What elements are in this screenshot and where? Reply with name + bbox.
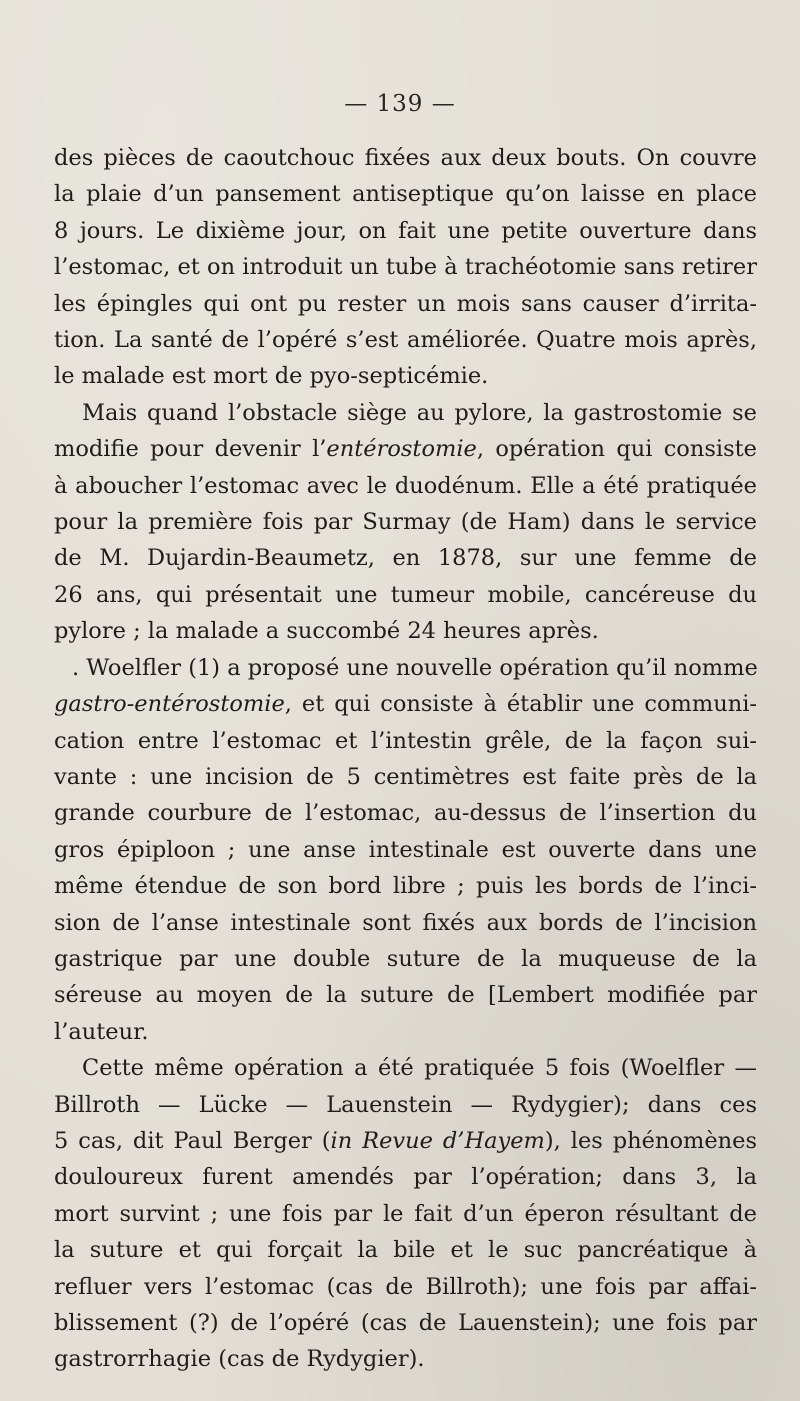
text-line: pour la première fois par Surmay (de Ham) dans le service xyxy=(54,509,757,536)
text-line: l’estomac, et on introduit un tube à trachéotomie sans retirer xyxy=(54,254,757,281)
text-line: l’auteur. xyxy=(54,1018,149,1045)
text-line: douloureux furent amendés par l’opération; dans 3, la xyxy=(54,1164,757,1191)
text-line: 26 ans, qui présentait une tumeur mobile, cancéreuse du xyxy=(54,581,757,608)
text-run: 5 cas, dit Paul Berger ( xyxy=(54,1127,331,1154)
text-line: gastrique par une double suture de la muqueuse de la xyxy=(54,945,757,972)
text-line: vante : une incision de 5 centimètres est faite près de la xyxy=(54,763,757,790)
text-line: mort survint ; une fois par le fait d’un éperon résultant de xyxy=(54,1200,757,1227)
body-text xyxy=(54,140,757,1378)
text-line: sion de l’anse intestinale sont fixés aux bords de l’incision xyxy=(54,909,757,936)
page-number: — 139 — xyxy=(344,91,456,117)
text-run: , et qui consiste à établir une communi- xyxy=(284,691,757,718)
text-line: Cette même opération a été pratiquée 5 fois (Woelfler — xyxy=(82,1055,757,1082)
text-line: à aboucher l’estomac avec le duodénum. Elle a été pratiquée xyxy=(54,472,757,499)
italic-term: in Revue d’Hayem xyxy=(330,1127,545,1154)
text-line: tion. La santé de l’opéré s’est améliorée. Quatre mois après, xyxy=(54,327,757,354)
text-line: la suture et qui forçait la bile et le suc pancréatique à xyxy=(54,1237,757,1264)
italic-term: gastro-entérostomie xyxy=(54,691,285,718)
text-line: Billroth — Lücke — Lauenstein — Rydygier); dans ces xyxy=(54,1091,757,1118)
text-line: . Woelfler (1) a proposé une nouvelle opération qu’il nomme xyxy=(72,654,758,681)
text-line: le malade est mort de pyo-septicémie. xyxy=(54,363,489,390)
text-line: de M. Dujardin-Beaumetz, en 1878, sur une femme de xyxy=(54,545,757,572)
paragraph-4 xyxy=(54,1050,757,1378)
text-line: cation entre l’estomac et l’intestin grêle, de la façon sui- xyxy=(54,727,757,754)
text-line: séreuse au moyen de la suture de [Lembert modifiée par xyxy=(54,982,757,1009)
text-line: gastrorrhagie (cas de Rydygier). xyxy=(54,1346,425,1373)
paragraph-3 xyxy=(54,650,757,1050)
text-line: pylore ; la malade a succombé 24 heures après. xyxy=(54,618,599,645)
paragraph-2 xyxy=(54,395,757,650)
text-run: , opération qui consiste xyxy=(476,436,757,463)
text-line: Mais quand l’obstacle siège au pylore, la gastrostomie se xyxy=(82,399,757,426)
text-line: la plaie d’un pansement antiseptique qu’on laisse en place xyxy=(54,181,757,208)
text-line: même étendue de son bord libre ; puis les bords de l’inci- xyxy=(54,873,757,900)
text-line: blissement (?) de l’opéré (cas de Lauenstein); une fois par xyxy=(54,1310,757,1336)
text-line: refluer vers l’estomac (cas de Billroth); une fois par affai- xyxy=(54,1273,757,1300)
text-line: 8 jours. Le dixième jour, on fait une petite ouverture dans xyxy=(54,217,757,244)
paragraph-1 xyxy=(54,140,757,395)
text-line: des pièces de caoutchouc fixées aux deux bouts. On couvre xyxy=(54,145,757,171)
text-line xyxy=(54,1123,757,1159)
text-line: gros épiploon ; une anse intestinale est ouverte dans une xyxy=(54,836,757,863)
italic-term: entérostomie xyxy=(326,436,477,463)
text-line xyxy=(54,431,757,467)
text-line: les épingles qui ont pu rester un mois sans causer d’irrita- xyxy=(54,290,757,317)
text-line: grande courbure de l’estomac, au-dessus de l’insertion du xyxy=(54,800,757,827)
text-line xyxy=(54,686,757,722)
text-run: modifie pour devenir l’ xyxy=(54,436,327,463)
text-run: ), les phénomènes xyxy=(544,1127,758,1154)
